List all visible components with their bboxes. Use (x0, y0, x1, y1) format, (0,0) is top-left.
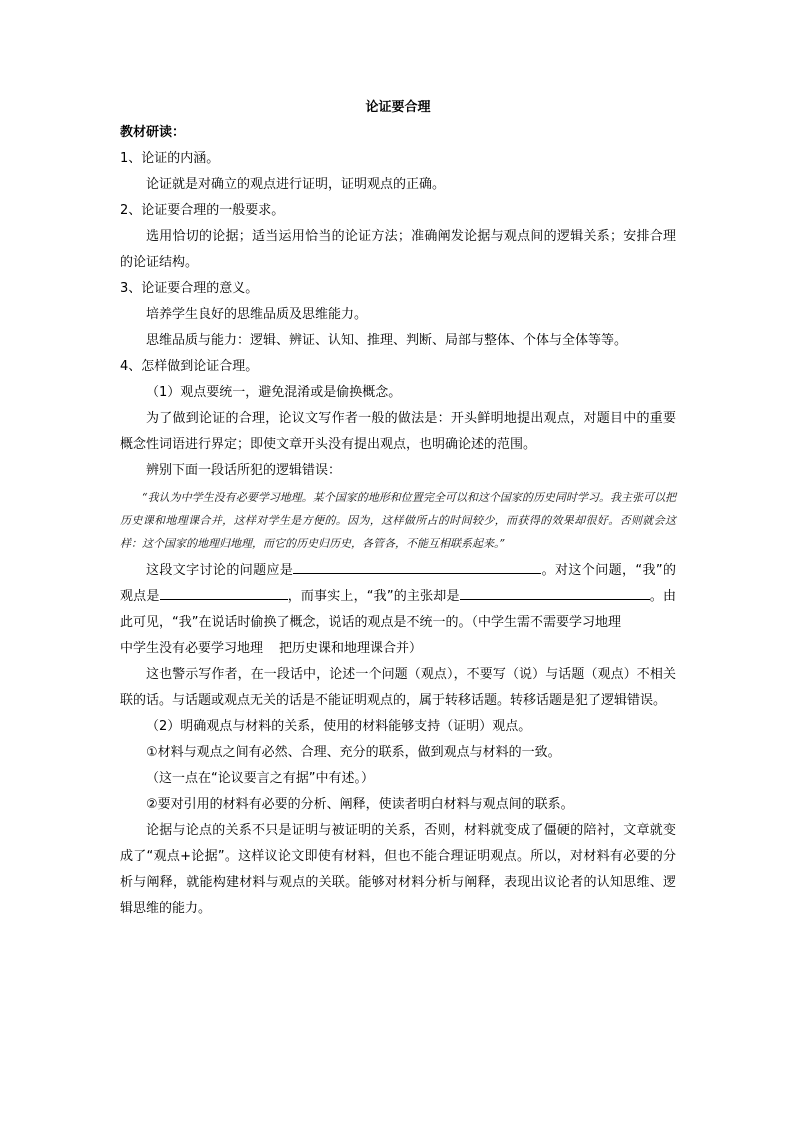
paragraph-4b: 辨别下面一段话所犯的逻辑错误： (146, 463, 342, 478)
heading-4: 4、怎样做到论证合理。 (120, 359, 259, 374)
paragraph-5: 论据与论点的关系不只是证明与被证明的关系，否则，材料就变成了僵硬的陪衬，文章就变成了“观点+论据”。这样议论文即使有材料，但也不能合理证明观点。所以，对材料有必要的分析与阐释，就能构建材料与观点的关联。能够对材料分析与阐释，表现出议论者的认知思维、逻辑思维的能力。 (120, 823, 676, 916)
point-1: ①材料与观点之间有必然、合理、充分的联系，做到观点与材料的一致。 (146, 745, 561, 760)
answer-2: 中学生没有必要学习地理 (120, 641, 264, 656)
quoted-passage: “我认为中学生没有必要学习地理。某个国家的地形和位置完全可以和这个国家的历史同时学习。我主张可以把历史课和地理课合并，这样对学生是方便的。因为，这样做所占的时间较少，而获得的效果却很好。否则就会这样：这个国家的地理归地理，而它的历史归历史，各管各，不能互相联系起来。” (120, 491, 676, 550)
paragraph-3a: 培养学生良好的思维品质及思维能力。 (146, 307, 368, 322)
subheading-2: （2）明确观点与材料的关系，使用的材料能够支持（证明）观点。 (146, 719, 532, 734)
answer-3: 把历史课和地理课合并） (279, 641, 423, 656)
fill-text-c: ，而事实上，“我”的主张却是 (287, 589, 460, 604)
fill-text-d: 。由此可见，“我”在说话时偷换了概念，说话的观点是不统一的。（中学生需不需要学习地理 (120, 589, 676, 630)
paragraph-1: 论证就是对确立的观点进行证明，证明观点的正确。 (146, 177, 446, 192)
heading-1: 1、论证的内涵。 (120, 151, 220, 166)
subheading-1: （1）观点要统一，避免混淆或是偷换概念。 (146, 385, 402, 400)
point-1-note: （这一点在“论议要言之有据”中有述。） (146, 771, 374, 786)
paragraph-4a: 为了做到论证的合理，论议文写作者一般的做法是：开头鲜明地提出观点，对题目中的重要概念性词语进行界定；即使文章开头没有提出观点，也明确论述的范围。 (120, 411, 676, 452)
answer-line (120, 636, 676, 662)
heading-3: 3、论证要合理的意义。 (120, 281, 259, 296)
fill-text-a: 这段文字讨论的问题应是 (146, 563, 294, 578)
paragraph-4c: 这也警示写作者，在一段话中，论述一个问题（观点），不要写（说）与话题（观点）不相关联的话。与话题或观点无关的话是不能证明观点的，属于转移话题。转移话题是犯了逻辑错误。 (120, 667, 676, 708)
point-2: ②要对引用的材料有必要的分析、阐释，使读者明白材料与观点间的联系。 (146, 797, 574, 812)
answer-blank-2[interactable] (160, 585, 288, 600)
fill-in-paragraph (120, 558, 676, 636)
paragraph-3b: 思维品质与能力：逻辑、辨证、认知、推理、判断、局部与整体、个体与全体等等。 (146, 333, 628, 348)
fill-text-b: 。对这个问题，“我”的观点是 (120, 563, 676, 604)
paragraph-2: 选用恰切的论据；适当运用恰当的论证方法；准确阐发论据与观点间的逻辑关系；安排合理的论证结构。 (120, 229, 676, 270)
document-page (120, 96, 676, 922)
section-label: 教材研读： (120, 125, 186, 140)
heading-2: 2、论证要合理的一般要求。 (120, 203, 285, 218)
answer-blank-1[interactable] (293, 559, 541, 574)
answer-blank-3[interactable] (460, 585, 650, 600)
page-title: 论证要合理 (365, 100, 431, 115)
